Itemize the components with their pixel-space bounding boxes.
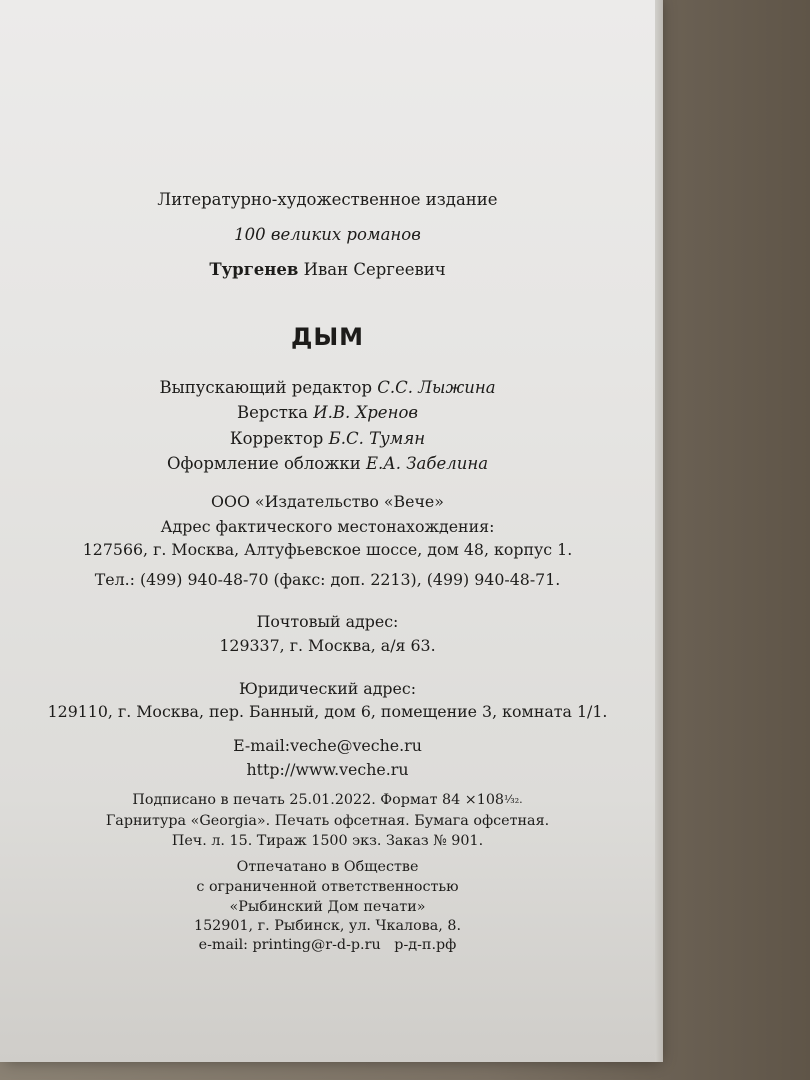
credit-role: Верстка — [237, 403, 308, 422]
edition-type: Литературно-художественное издание — [157, 190, 498, 209]
credit-person: И.В. Хренов — [313, 403, 418, 422]
page-edge — [655, 0, 663, 1062]
imprint-format-fraction: ¹⁄₃₂. — [504, 793, 523, 806]
publisher-email: E-mail:veche@veche.ru — [233, 736, 422, 755]
credit-cover — [0, 456, 655, 473]
printer-site: р-д-п.рф — [394, 937, 457, 953]
author-name: Иван Сергеевич — [303, 260, 446, 279]
author-line — [0, 262, 655, 279]
credit-editor — [0, 380, 655, 397]
credit-role: Оформление обложки — [166, 454, 361, 473]
printer-line-2: с ограниченной ответственностью — [196, 879, 459, 895]
book-title: ДЫМ — [290, 323, 365, 351]
author-surname: Тургенев — [209, 260, 299, 279]
printer-line-4: 152901, г. Рыбинск, ул. Чкалова, 8. — [193, 918, 462, 934]
publisher-phones: Тел.: (499) 940-48-70 (факс: доп. 2213), (499) 940-48-71. — [94, 570, 561, 589]
postal-label: Почтовый адрес: — [256, 612, 399, 631]
printer-line-1: Отпечатано в Обществе — [236, 859, 419, 875]
imprint-signed — [0, 793, 655, 807]
postal-address: 129337, г. Москва, а/я 63. — [219, 636, 436, 655]
credit-person: Е.А. Забелина — [365, 454, 489, 473]
series-name: 100 великих романов — [234, 225, 421, 244]
publisher-website: http://www.veche.ru — [246, 760, 409, 779]
legal-label: Юридический адрес: — [238, 679, 417, 698]
credit-person: Б.С. Тумян — [328, 429, 426, 448]
actual-address-label: Адрес фактического местонахождения: — [160, 517, 495, 536]
credit-role: Корректор — [229, 429, 324, 448]
actual-address: 127566, г. Москва, Алтуфьевское шоссе, дом 48, корпус 1. — [82, 540, 573, 559]
publisher-name: ООО «Издательство «Вече» — [211, 492, 444, 511]
printer-email: e-mail: printing@r-d-p.ru — [198, 937, 381, 953]
printer-contacts — [0, 938, 655, 952]
printer-line-3: «Рыбинский Дом печати» — [229, 899, 426, 915]
credit-role: Выпускающий редактор — [159, 378, 373, 397]
imprint-signed-text: Подписано в печать 25.01.2022. Формат 84 ×108 — [132, 792, 505, 808]
credit-person: С.С. Лыжина — [377, 378, 496, 397]
imprint-typeface: Гарнитура «Georgia». Печать офсетная. Бумага офсетная. — [105, 813, 550, 829]
credit-proofreader — [0, 431, 655, 448]
legal-address: 129110, г. Москва, пер. Банный, дом 6, помещение 3, комната 1/1. — [47, 702, 608, 721]
credit-layout — [0, 405, 655, 422]
imprint-print-run: Печ. л. 15. Тираж 1500 экз. Заказ № 901. — [171, 833, 484, 849]
